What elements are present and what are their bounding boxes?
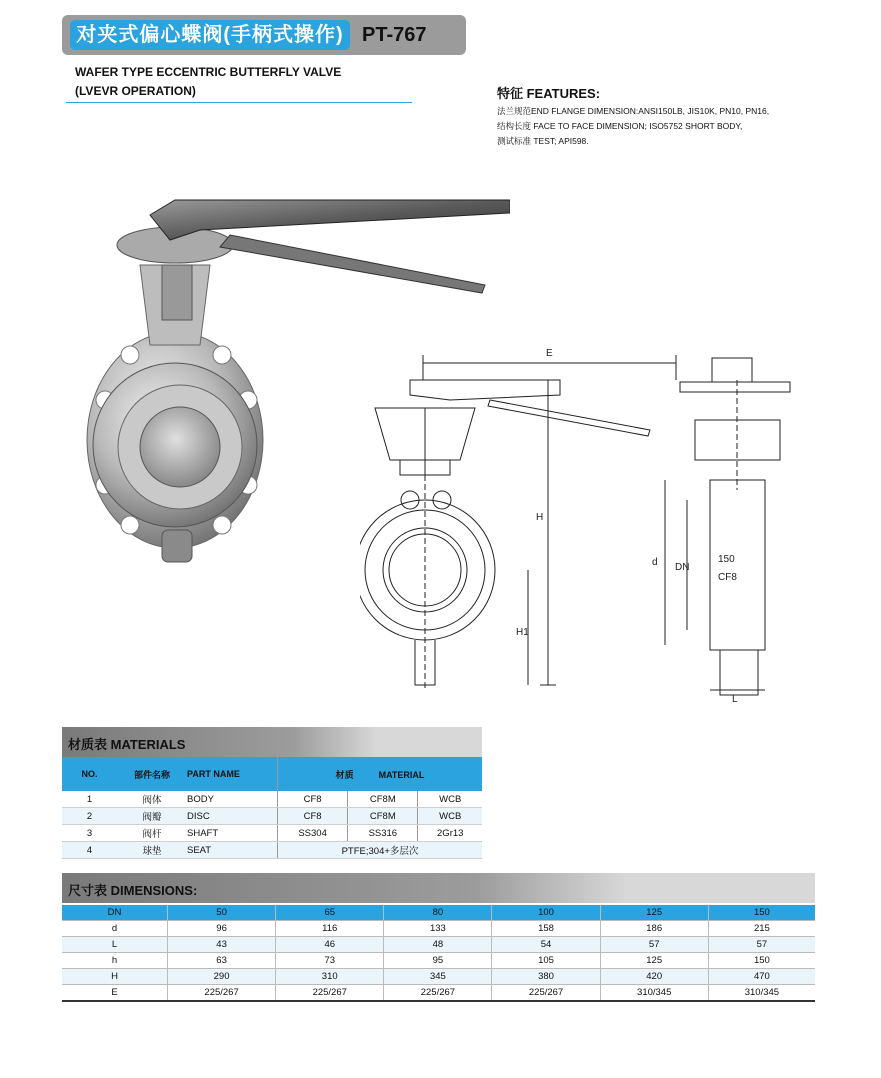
label-L: L bbox=[732, 694, 738, 705]
dimension-row-E bbox=[62, 985, 815, 1002]
cell-value: 225/267 bbox=[492, 985, 600, 1002]
product-title-cn: 对夹式偏心蝶阀(手柄式操作) bbox=[70, 20, 350, 50]
cell-value: 57 bbox=[708, 937, 815, 953]
table-row bbox=[62, 842, 482, 859]
cell-no: 3 bbox=[62, 825, 117, 842]
cell-value: 125 bbox=[600, 905, 708, 921]
cell-value: 73 bbox=[276, 953, 384, 969]
dimension-row-H bbox=[62, 969, 815, 985]
cell-value: 50 bbox=[168, 905, 276, 921]
subtitle-line-2: (LVEVR OPERATION) bbox=[75, 84, 196, 98]
cell-value: 420 bbox=[600, 969, 708, 985]
col-no: NO. bbox=[62, 757, 117, 791]
cell-value: 215 bbox=[708, 921, 815, 937]
cell-value: 310/345 bbox=[708, 985, 815, 1002]
table-row bbox=[62, 791, 482, 808]
cell-no: 2 bbox=[62, 808, 117, 825]
casting-mark-material: CF8 bbox=[718, 572, 737, 583]
cell-value: 105 bbox=[492, 953, 600, 969]
dimension-row-L bbox=[62, 937, 815, 953]
dimensions-header bbox=[62, 873, 815, 903]
subtitle-divider bbox=[66, 102, 412, 103]
cell-value: 225/267 bbox=[168, 985, 276, 1002]
row-label: L bbox=[62, 937, 168, 953]
cell-value: 310 bbox=[276, 969, 384, 985]
cell-material: CF8M bbox=[348, 808, 418, 825]
cell-part-cn: 阀杆 bbox=[117, 825, 187, 842]
cell-value: 125 bbox=[600, 953, 708, 969]
cell-part-cn: 阀瓣 bbox=[117, 808, 187, 825]
table-row bbox=[62, 808, 482, 825]
label-DN: DN bbox=[675, 562, 690, 573]
cell-material: CF8M bbox=[348, 791, 418, 808]
materials-heading: 材质表 MATERIALS bbox=[68, 737, 186, 752]
cell-value: 158 bbox=[492, 921, 600, 937]
cell-value: 65 bbox=[276, 905, 384, 921]
col-part-cn: 部件名称 bbox=[117, 757, 187, 791]
materials-header bbox=[62, 727, 482, 757]
cell-material: SS304 bbox=[278, 825, 348, 842]
cell-value: 150 bbox=[708, 953, 815, 969]
cell-value: 186 bbox=[600, 921, 708, 937]
cell-value: 80 bbox=[384, 905, 492, 921]
cell-value: 345 bbox=[384, 969, 492, 985]
row-label: E bbox=[62, 985, 168, 1002]
features-block bbox=[497, 86, 769, 149]
cell-value: 225/267 bbox=[384, 985, 492, 1002]
cell-part-en: SHAFT bbox=[187, 825, 278, 842]
dimensions-heading: 尺寸表 DIMENSIONS: bbox=[68, 883, 198, 898]
row-label: d bbox=[62, 921, 168, 937]
casting-mark-size: 150 bbox=[718, 554, 735, 565]
cell-part-en: DISC bbox=[187, 808, 278, 825]
dimension-row-DN bbox=[62, 905, 815, 921]
cell-value: 46 bbox=[276, 937, 384, 953]
materials-table-header bbox=[62, 757, 482, 791]
cell-value: 96 bbox=[168, 921, 276, 937]
cell-material-merged: PTFE;304+多层次 bbox=[278, 842, 483, 859]
valve-technical-drawing bbox=[360, 340, 820, 710]
cell-material: SS316 bbox=[348, 825, 418, 842]
cell-material: CF8 bbox=[278, 791, 348, 808]
cell-no: 1 bbox=[62, 791, 117, 808]
features-title: 特征 FEATURES: bbox=[497, 86, 601, 101]
feature-line: 结构长度 FACE TO FACE DIMENSION; ISO5752 SHORT BODY, bbox=[497, 121, 743, 131]
cell-material: CF8 bbox=[278, 808, 348, 825]
cell-value: 150 bbox=[708, 905, 815, 921]
feature-line: 法兰规范END FLANGE DIMENSION:ANSI150LB, JIS10K, PN10, PN16, bbox=[497, 106, 770, 116]
cell-value: 225/267 bbox=[276, 985, 384, 1002]
cell-part-en: BODY bbox=[187, 791, 278, 808]
label-E: E bbox=[546, 348, 553, 359]
cell-value: 290 bbox=[168, 969, 276, 985]
table-row bbox=[62, 825, 482, 842]
feature-line: 测试标准 TEST; API598. bbox=[497, 136, 589, 146]
row-label: DN bbox=[62, 905, 168, 921]
cell-value: 43 bbox=[168, 937, 276, 953]
dimension-row-d bbox=[62, 921, 815, 937]
cell-part-cn: 阀体 bbox=[117, 791, 187, 808]
col-material bbox=[278, 757, 483, 791]
product-subtitle bbox=[75, 63, 341, 101]
label-H1: H1 bbox=[516, 627, 529, 638]
cell-value: 57 bbox=[600, 937, 708, 953]
cell-part-cn: 球垫 bbox=[117, 842, 187, 859]
cell-value: 95 bbox=[384, 953, 492, 969]
cell-value: 100 bbox=[492, 905, 600, 921]
cell-value: 470 bbox=[708, 969, 815, 985]
row-label: H bbox=[62, 969, 168, 985]
dimension-row-h bbox=[62, 953, 815, 969]
label-H: H bbox=[536, 512, 544, 523]
cell-value: 63 bbox=[168, 953, 276, 969]
row-label: h bbox=[62, 953, 168, 969]
cell-value: 116 bbox=[276, 921, 384, 937]
cell-value: 133 bbox=[384, 921, 492, 937]
materials-table bbox=[62, 757, 482, 859]
cell-value: 380 bbox=[492, 969, 600, 985]
col-material-en: MATERIAL bbox=[378, 769, 425, 780]
model-number: PT-767 bbox=[362, 24, 427, 46]
cell-material: WCB bbox=[418, 808, 482, 825]
cell-part-en: SEAT bbox=[187, 842, 278, 859]
cell-value: 310/345 bbox=[600, 985, 708, 1002]
cell-value: 54 bbox=[492, 937, 600, 953]
cell-value: 48 bbox=[384, 937, 492, 953]
cell-no: 4 bbox=[62, 842, 117, 859]
col-material-cn: 材质 bbox=[335, 769, 354, 780]
cell-material: 2Gr13 bbox=[418, 825, 482, 842]
col-part-en: PART NAME bbox=[187, 757, 278, 791]
label-d: d bbox=[652, 557, 658, 568]
dimensions-table bbox=[62, 905, 815, 1002]
cell-material: WCB bbox=[418, 791, 482, 808]
subtitle-line-1: WAFER TYPE ECCENTRIC BUTTERFLY VALVE bbox=[75, 65, 342, 79]
